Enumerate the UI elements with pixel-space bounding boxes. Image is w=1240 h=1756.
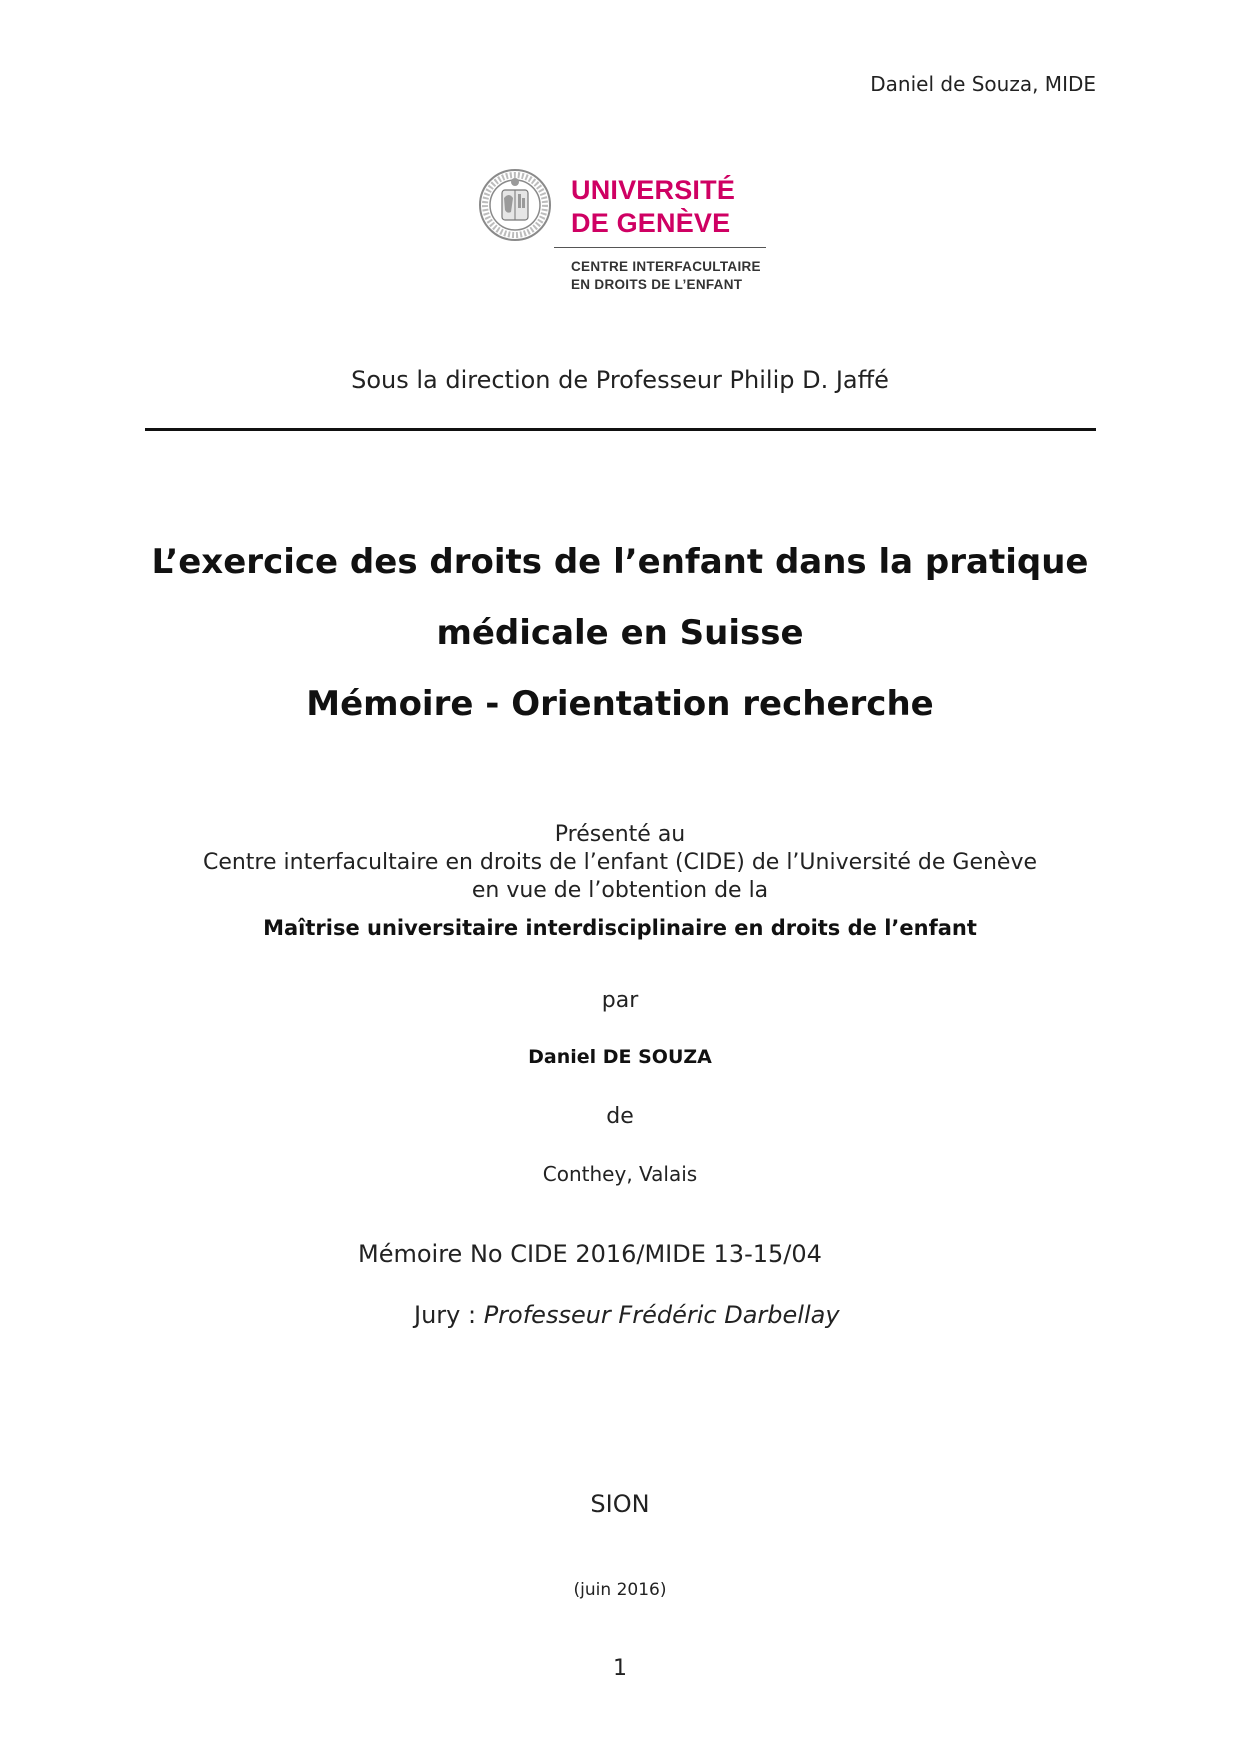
from-label: de — [606, 1104, 634, 1129]
centre-name: CENTRE INTERFACULTAIRE EN DROITS DE L’ENFANT — [571, 259, 761, 292]
degree-name: Maîtrise universitaire interdisciplinaire en droits de l’enfant — [263, 916, 977, 940]
presented-line-1: Présenté au — [554, 822, 686, 847]
running-header: Daniel de Souza, MIDE — [870, 72, 1096, 96]
jury-member: Professeur Frédéric Darbellay — [483, 1301, 840, 1329]
jury-label: Jury : — [414, 1301, 484, 1329]
author-origin: Conthey, Valais — [542, 1162, 698, 1186]
logo-divider — [554, 247, 766, 248]
presented-line-3: en vue de l’obtention de la — [471, 878, 769, 903]
thesis-subtitle: Mémoire - Orientation recherche — [306, 684, 934, 724]
by-label: par — [601, 988, 639, 1013]
thesis-title-line-2: médicale en Suisse — [436, 613, 804, 653]
presented-line-2: Centre interfacultaire en droits de l’enfant (CIDE) de l’Université de Genève — [202, 850, 1038, 875]
horizontal-rule — [145, 428, 1096, 431]
author-name: Daniel DE SOUZA — [528, 1046, 712, 1068]
university-name: UNIVERSITÉ DE GENÈVE — [571, 175, 736, 238]
supervisor-line: Sous la direction de Professeur Philip D. Jaffé — [351, 366, 889, 394]
university-logo — [478, 162, 778, 298]
page-number: 1 — [613, 1656, 627, 1681]
geneva-seal-icon — [478, 168, 552, 242]
thesis-title-line-1: L’exercice des droits de l’enfant dans la pratique — [151, 542, 1089, 582]
jury-line — [414, 1301, 840, 1329]
submission-date: (juin 2016) — [573, 1580, 667, 1600]
memoire-number: Mémoire No CIDE 2016/MIDE 13-15/04 — [358, 1240, 822, 1268]
city: SION — [590, 1490, 650, 1518]
